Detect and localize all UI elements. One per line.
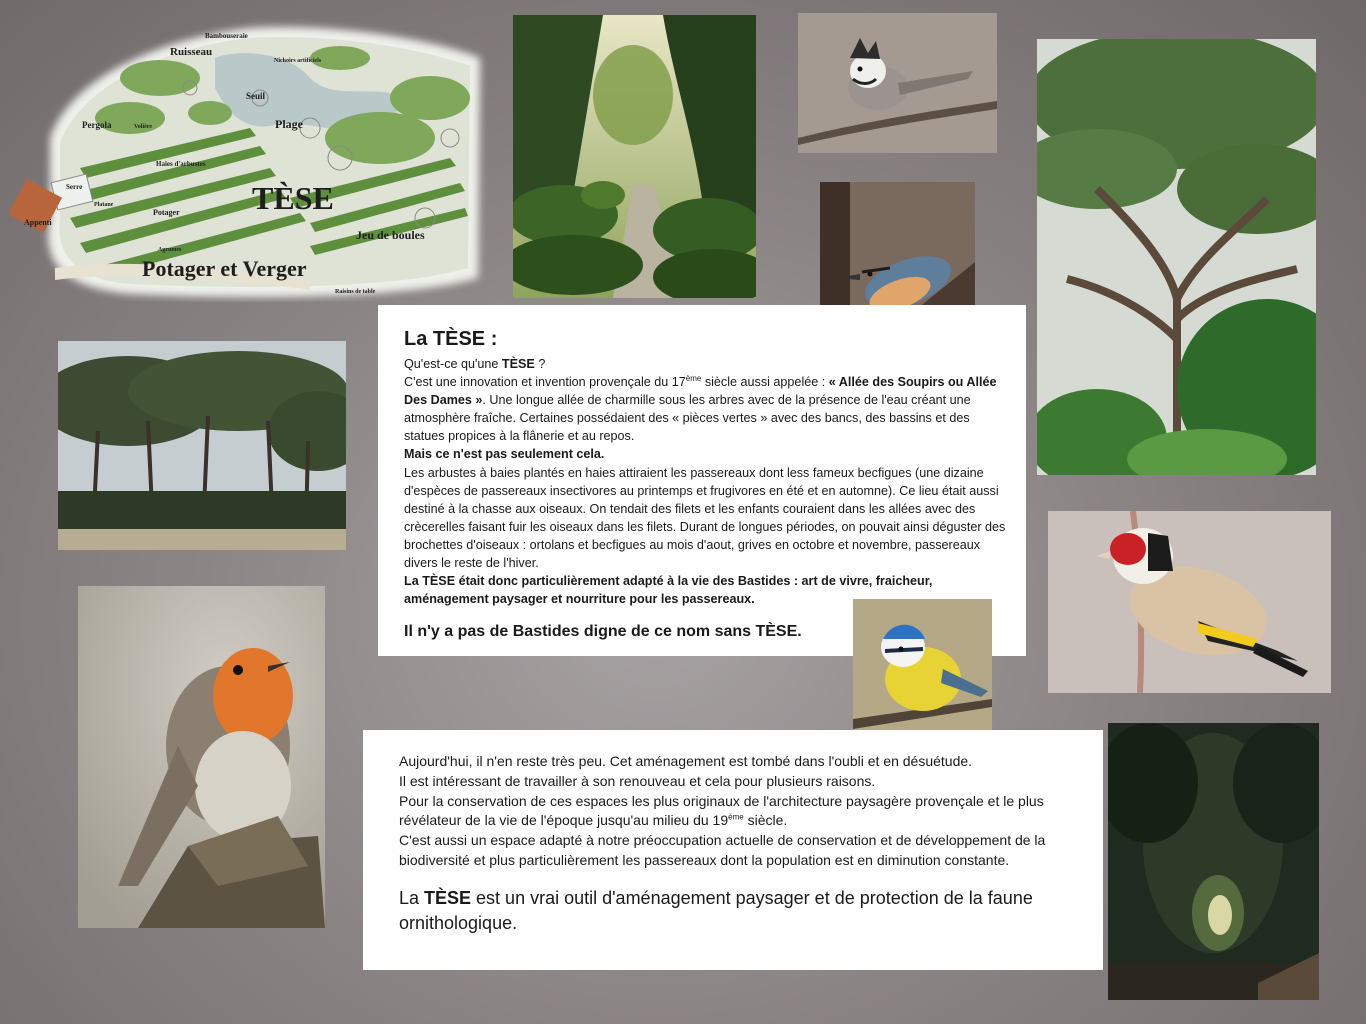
blue-tit-photo (853, 599, 992, 742)
tese-today-panel (363, 730, 1103, 970)
today-paragraph-4: C'est aussi un espace adapté à notre préoccupation actuelle de conservation et de développement de la biodiversité et plus particulièrement les passereaux dont la population est en diminution constante. (399, 832, 1046, 868)
map-label-potager-verger: Potager et Verger (142, 256, 307, 281)
tese-title: La TÈSE : (404, 328, 498, 350)
tese-definition: C'est une innovation et invention provençale du 17ème siècle aussi appelée : « Allée des Soupirs ou Allée Des Dames ». Une longue allée de charmille sous les arbres avec de la présence de l'eau créant une atmosphère fraîche. Certaines possédaient des « pièces vertes » avec des bancs, des bassins et des statues propices à la flânerie et au repos. (404, 373, 997, 444)
today-paragraph-1: Aujourd'hui, il n'en reste très peu. Cet aménagement est tombé dans l'oubli et en désuétude. (399, 753, 973, 769)
today-paragraph-2: Il est intéressant de travailler à son renouveau et cela pour plusieurs raisons. (399, 772, 876, 789)
today-paragraph-3: Pour la conservation de ces espaces les plus originaux de l'architecture paysagère provençale et le plus révélateur de la vie de l'époque jusqu'au milieu du 19ème siècle. (399, 792, 1044, 829)
tese-bastides-paragraph: La TÈSE était donc particulièrement adapté à la vie des Bastides : art de vivre, fraicheur, aménagement paysager et nourriture pour les passereaux. (404, 574, 933, 607)
garden-plan-map (10, 18, 488, 302)
map-label-raisins: Raisins de table (335, 289, 376, 295)
garden-path-photo (513, 15, 756, 298)
map-label-agrumes: Agrumes (158, 247, 182, 253)
map-label-haies: Haies d'arbustes (156, 160, 206, 168)
map-label-pergola: Pergola (82, 120, 112, 130)
today-closing-statement: La TÈSE est un vrai outil d'aménagement paysager et de protection de la faune ornithologique. (399, 887, 1033, 933)
map-label-bambouseraie: Bambouseraie (205, 32, 248, 40)
map-label-voliere: Volière (134, 124, 152, 130)
map-label-tese: TÈSE (252, 180, 334, 216)
verdant-tunnel-painting (1108, 723, 1319, 1000)
tese-closing-statement: Il n'y a pas de Bastides digne de ce nom sans TÈSE. (404, 623, 802, 641)
map-label-plage: Plage (275, 117, 303, 131)
map-label-seuil: Seuil (246, 91, 266, 101)
tree-line-photo (58, 341, 346, 550)
map-label-potager: Potager (153, 208, 180, 217)
map-label-ruisseau: Ruisseau (170, 46, 213, 58)
map-label-jeu-de-boules: Jeu de boules (356, 228, 425, 242)
robin-photo (78, 586, 325, 928)
map-label-appentis: Appenti (24, 218, 52, 227)
tese-question: Qu'est-ce qu'une TÈSE ? (404, 357, 546, 371)
tese-not-only: Mais ce n'est pas seulement cela. (404, 447, 605, 462)
goldfinch-photo (1048, 511, 1331, 693)
map-label-platane: Platane (94, 202, 114, 208)
map-label-serre: Serre (66, 183, 83, 191)
crested-tit-photo (798, 13, 997, 153)
pine-tree-photo (1037, 39, 1316, 475)
map-label-nichoirs: Nichoirs artificiels (274, 58, 322, 64)
tese-birds-paragraph: Les arbustes à baies plantés en haies attiraient les passereaux dont less fameux becfigues (une dizaine d'espèces de passereaux insectivores au printemps et frugivores en été et en automne). Ce lieu était aussi destiné à la chasse aux oiseaux. On tendait des filets et les enfants couraient dans les allées avec des crècerelles faisant fuir les oiseaux dans les filets. Durant de longues périodes, on pouvait ainsi déguster des brochettes d'oiseaux : ortolans et becfigues au mois d'aout, grives en octobre et novembre, passereaux divers le reste de l'hiver. (404, 465, 1006, 571)
